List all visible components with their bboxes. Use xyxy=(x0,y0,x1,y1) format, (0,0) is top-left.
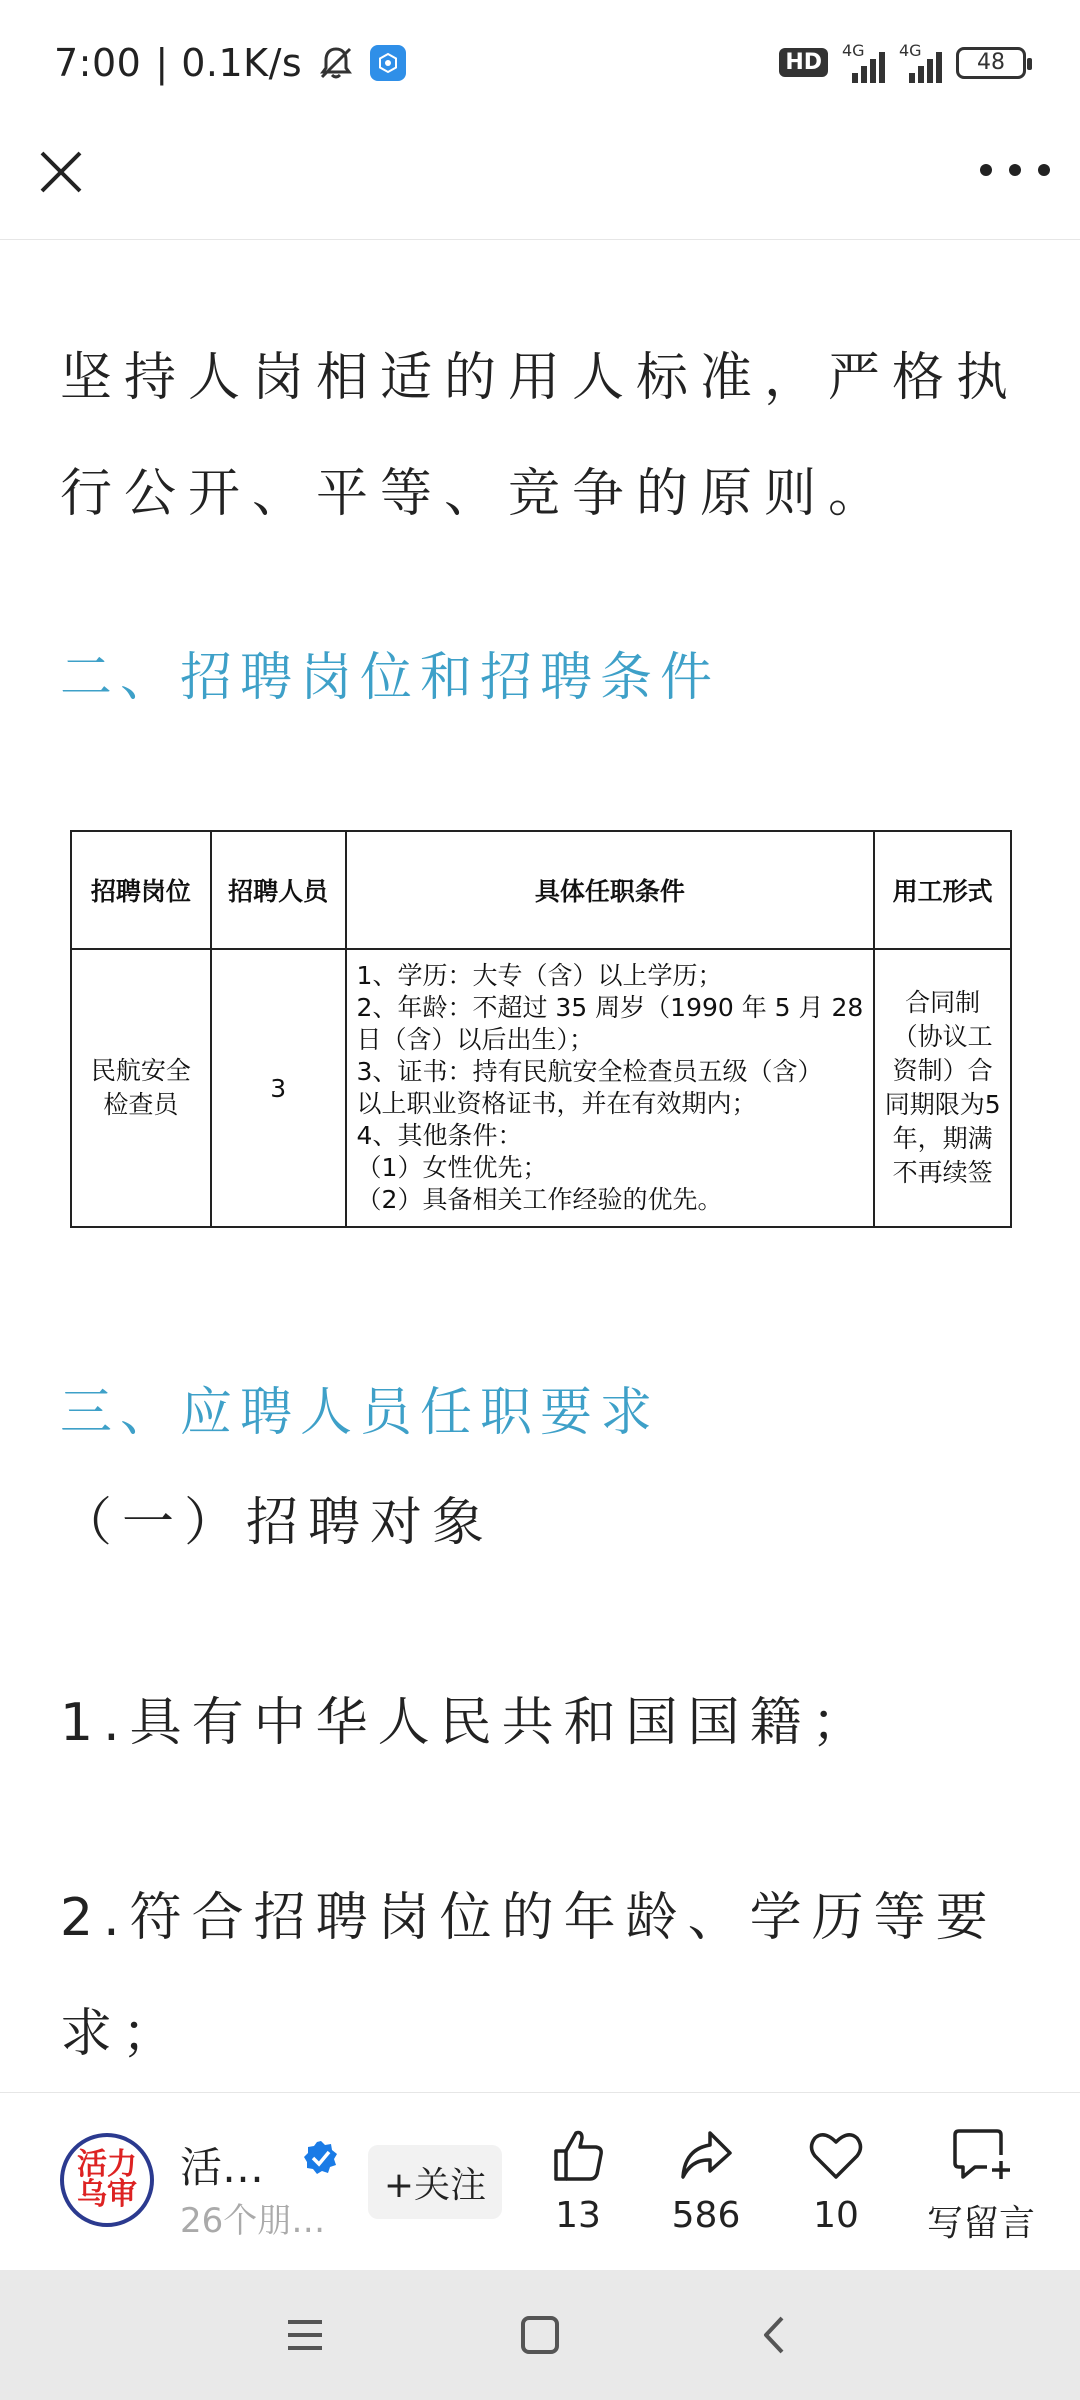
sub-heading: （一）招聘对象 xyxy=(60,1493,495,1553)
network-speed: | 0.1K/s xyxy=(155,40,303,85)
article-paragraph: 坚持人岗相适的用人标准，严格执行公开、平等、竞争的原则。 xyxy=(60,348,1021,524)
condition-line: （2）具备相关工作经验的优先。 xyxy=(356,1185,723,1214)
like-button[interactable] xyxy=(518,2125,638,2236)
top-nav xyxy=(0,125,1080,240)
condition-line: 4、其他条件： xyxy=(356,1121,523,1150)
list-item: 1.具有中华人民共和国国籍； xyxy=(60,1693,874,1753)
app-notification-icon xyxy=(370,45,406,81)
favorite-button[interactable] xyxy=(776,2125,896,2236)
account-friends-info: 26个朋… xyxy=(180,2201,326,2241)
more-options-icon[interactable] xyxy=(980,155,1050,185)
comment-button[interactable] xyxy=(906,2125,1056,2246)
favorite-count: 10 xyxy=(813,2195,859,2236)
section-heading-3: 三、应聘人员任职要求 xyxy=(60,1383,661,1443)
status-time: 7:00 xyxy=(54,40,142,85)
menu-icon[interactable] xyxy=(280,2310,330,2360)
condition-line: 1、学历：大专（含）以上学历； xyxy=(356,961,723,990)
cell-conditions xyxy=(346,949,875,1227)
job-table xyxy=(70,830,1012,1228)
condition-line: 2、年龄：不超过 35 周岁（1990 年 5 月 28 xyxy=(356,993,864,1022)
cell-count: 3 xyxy=(211,949,346,1227)
share-count: 586 xyxy=(671,2195,741,2236)
battery-icon: 48 xyxy=(956,47,1026,79)
cell-employment-form: 合同制（协议工资制）合同期限为5年，期满不再续签 xyxy=(874,949,1011,1227)
account-logo-icon: 活力 乌审 xyxy=(77,2147,137,2212)
system-nav-bar xyxy=(0,2270,1080,2400)
muted-bell-icon xyxy=(316,43,356,83)
account-avatar[interactable] xyxy=(60,2133,154,2227)
list-item: 2.符合招聘岗位的年龄、学历等要求； xyxy=(60,1888,998,2064)
status-right xyxy=(779,40,1026,83)
comment-add-icon xyxy=(949,2125,1013,2185)
header-count: 招聘人员 xyxy=(211,831,346,949)
table-row xyxy=(71,949,1011,1227)
follow-button[interactable]: +关注 xyxy=(368,2145,502,2219)
condition-line: 3、证书：持有民航安全检查员五级（含） xyxy=(356,1057,823,1086)
account-name[interactable]: 活… xyxy=(180,2143,265,2192)
home-icon[interactable] xyxy=(515,2310,565,2360)
hd-voice-icon: HD xyxy=(779,48,828,77)
like-count: 13 xyxy=(555,2195,601,2236)
header-employment-form: 用工形式 xyxy=(874,831,1011,949)
condition-line: 日（含）以后出生）； xyxy=(356,1025,595,1054)
header-conditions: 具体任职条件 xyxy=(346,831,875,949)
article-action-bar xyxy=(0,2092,1080,2270)
thumbs-up-icon xyxy=(548,2125,608,2185)
table-header-row xyxy=(71,831,1011,949)
signal-icon-2 xyxy=(899,40,942,83)
signal-icon-1 xyxy=(842,40,885,83)
verified-badge-icon xyxy=(302,2139,340,2177)
cell-position: 民航安全检查员 xyxy=(71,949,211,1227)
close-icon[interactable] xyxy=(32,143,90,201)
share-arrow-icon xyxy=(676,2125,736,2185)
header-position: 招聘岗位 xyxy=(71,831,211,949)
status-bar xyxy=(0,0,1080,125)
condition-line: 以上职业资格证书，并在有效期内； xyxy=(356,1089,757,1118)
network-type-2: 4G xyxy=(899,40,922,60)
status-left xyxy=(54,41,406,85)
back-icon[interactable] xyxy=(750,2310,800,2360)
share-button[interactable] xyxy=(646,2125,766,2236)
heart-icon xyxy=(806,2125,866,2185)
network-type-1: 4G xyxy=(842,40,865,60)
condition-line: （1）女性优先； xyxy=(356,1153,548,1182)
section-heading-2: 二、招聘岗位和招聘条件 xyxy=(60,648,721,708)
comment-label: 写留言 xyxy=(926,2203,1035,2244)
